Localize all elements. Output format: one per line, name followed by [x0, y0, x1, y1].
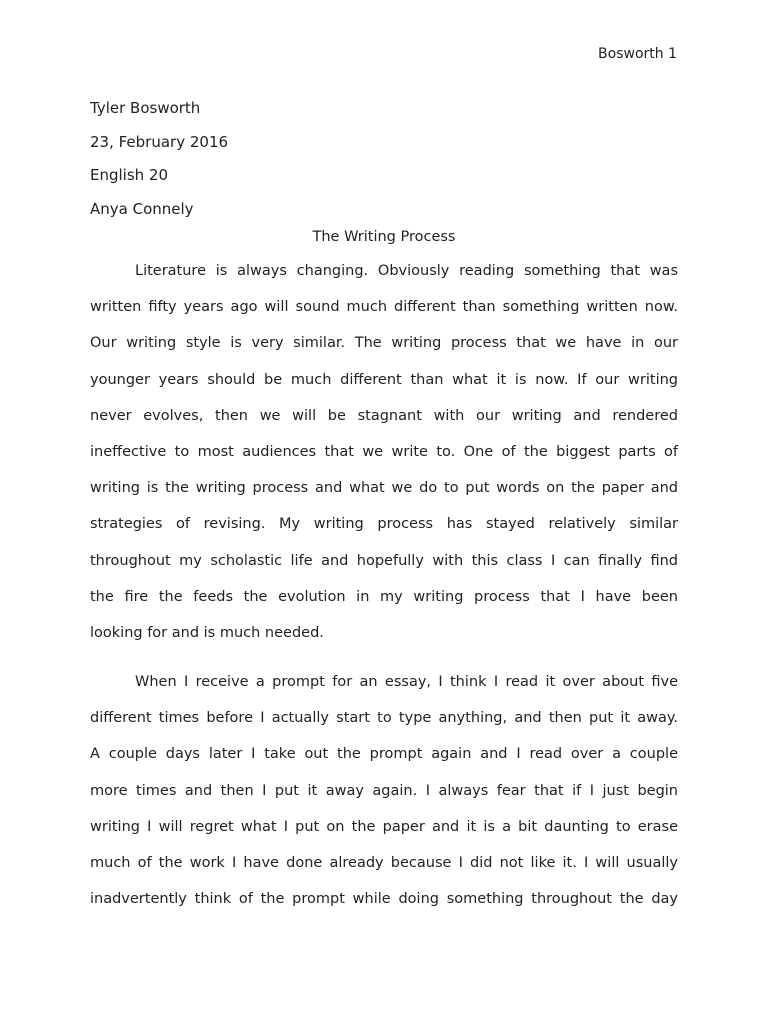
text-line: never evolves, then we will be stagnant with our writing and rendered	[90, 407, 678, 424]
text-line: A couple days later I take out the prompt again and I read over a couple	[90, 746, 678, 763]
text-line: inadvertently think of the prompt while doing something throughout the day	[90, 891, 678, 908]
instructor-name: Anya Connely	[90, 199, 194, 218]
text-line: different times before I actually start to type anything, and then put it away.	[90, 710, 678, 727]
text-line: ineffective to most audiences that we write to. One of the biggest parts of	[90, 443, 678, 460]
text-line: throughout my scholastic life and hopefully with this class I can finally find	[90, 552, 678, 569]
text-line: much of the work I have done already because I did not like it. I will usually	[90, 854, 678, 871]
running-head: Bosworth 1	[598, 46, 677, 62]
text-line: younger years should be much different than what it is now. If our writing	[90, 371, 678, 388]
course-name: English 20	[90, 166, 169, 184]
text-line: writing is the writing process and what we do to put words on the paper and	[90, 480, 678, 497]
text-line: looking for and is much needed.	[90, 624, 324, 641]
text-line: strategies of revising. My writing process has stayed relatively similar	[90, 516, 678, 533]
paragraph-1	[90, 258, 678, 656]
text-line: Literature is always changing. Obviously reading something that was	[135, 263, 678, 279]
text-line: Our writing style is very similar. The writing process that we have in our	[90, 335, 678, 352]
mla-heading	[90, 92, 678, 226]
text-line: When I receive a prompt for an essay, I think I read it over about five	[135, 674, 678, 690]
text-line: the fire the feeds the evolution in my writing process that I have been	[90, 588, 678, 605]
essay-title: The Writing Process	[312, 229, 456, 245]
paragraph-2	[90, 669, 678, 922]
text-line: writing I will regret what I put on the paper and it is a bit daunting to erase	[90, 818, 678, 835]
document-date: 23, February 2016	[90, 132, 229, 151]
text-line: more times and then I put it away again. I always fear that if I just begin	[90, 782, 678, 799]
author-name: Tyler Bosworth	[90, 99, 201, 117]
text-line: written fifty years ago will sound much different than something written now.	[90, 299, 678, 316]
